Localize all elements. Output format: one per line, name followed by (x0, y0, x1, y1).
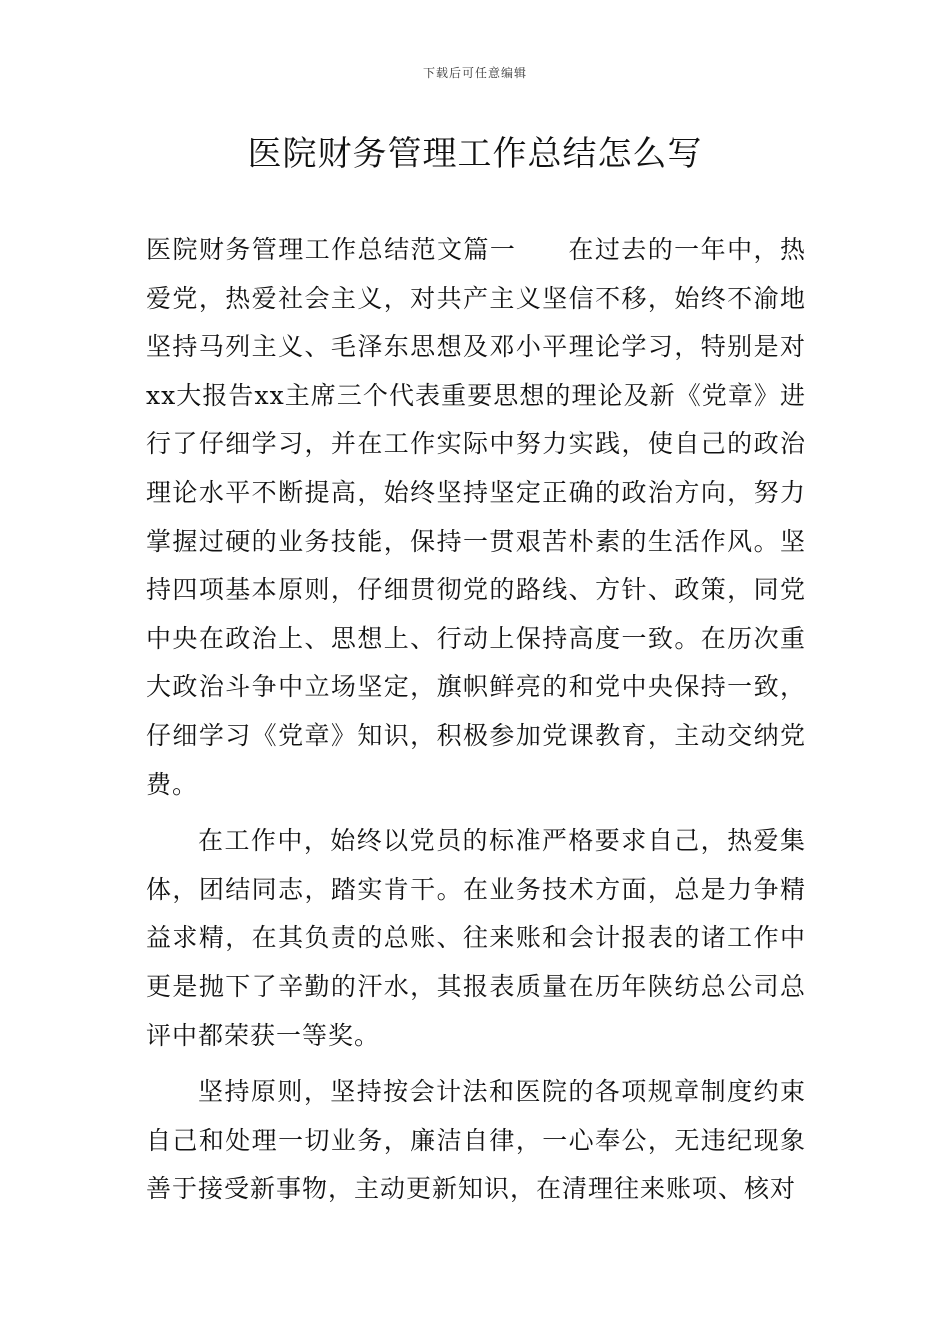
paragraph-1 (146, 226, 806, 809)
paragraph-2: 在工作中，始终以党员的标准严格要求自己，热爱集体，团结同志，踏实肯干。在业务技术方面，总是力争精益求精，在其负责的总账、往来账和会计报表的诸工作中更是抛下了辛勤的汗水，其报表质量在历年陕纺总公司总评中都荣获一等奖。 (146, 826, 806, 1050)
paragraph-1-text: 在过去的一年中，热爱党，热爱社会主义，对共产主义坚信不移，始终不渝地坚持马列主义、毛泽东思想及邓小平理论学习，特别是对xx大报告xx主席三个代表重要思想的理论及新《党章》进行了仔细学习，并在工作实际中努力实践，使自己的政治理论水平不断提高，始终坚持坚定正确的政治方向，努力掌握过硬的业务技能，保持一贯艰苦朴素的生活作风。坚持四项基本原则，仔细贯彻党的路线、方针、政策，同党中央在政治上、思想上、行动上保持高度一致。在历次重大政治斗争中立场坚定，旗帜鲜亮的和党中央保持一致，仔细学习《党章》知识，积极参加党课教育，主动交纳党费。 (146, 235, 806, 799)
document-title: 医院财务管理工作总结怎么写 (247, 134, 703, 174)
document-body (146, 226, 806, 1222)
section-label: 医院财务管理工作总结范文篇一 (146, 235, 517, 264)
paragraph-3: 坚持原则，坚持按会计法和医院的各项规章制度约束自己和处理一切业务，廉洁自律，一心奉公，无违纪现象善于接受新事物，主动更新知识，在清理往来账项、核对 (146, 1077, 806, 1204)
header-note: 下载后可任意编辑 (422, 66, 527, 80)
